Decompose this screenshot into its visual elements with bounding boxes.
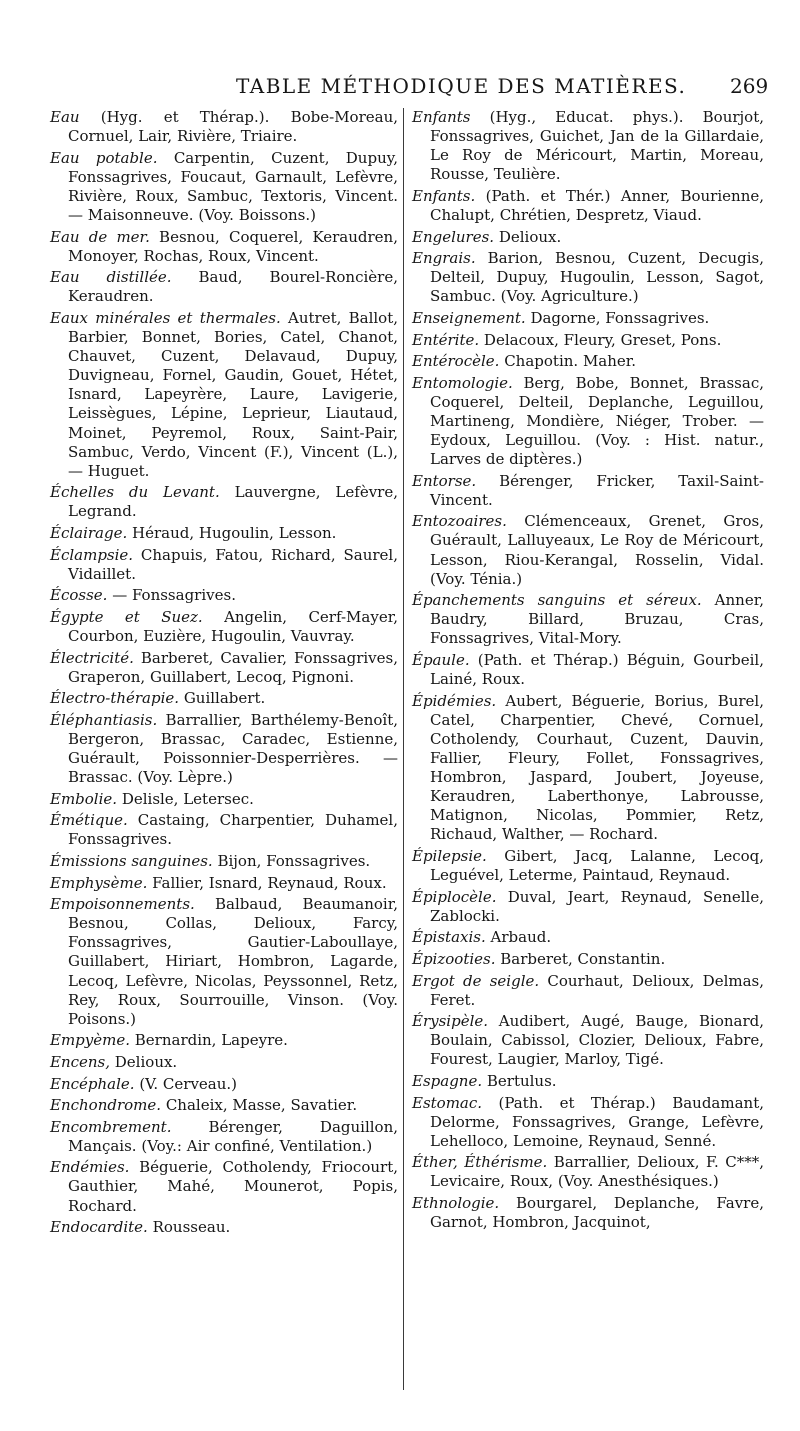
entry-term: Érysipèle. <box>412 1012 489 1031</box>
index-entry <box>412 1012 764 1069</box>
entry-authors: Bourgarel, Deplanche, Favre, Garnot, Hombron, Jacquinot, <box>430 1194 764 1232</box>
entry-authors: Bernardin, Lapeyre. <box>130 1031 288 1050</box>
entry-authors: Castaing, Charpentier, Duhamel, Fonssagrives. <box>68 811 398 849</box>
index-entry <box>50 1096 398 1115</box>
index-entry <box>412 591 764 648</box>
entry-authors: Delioux. <box>110 1052 178 1071</box>
entry-authors: Chaleix, Masse, Savatier. <box>161 1096 358 1115</box>
entry-authors: Courhaut, Delioux, Delmas, Feret. <box>430 971 765 1009</box>
entry-authors: — Fonssagrives. <box>107 586 236 605</box>
index-entry <box>50 546 398 584</box>
index-entry <box>412 352 764 371</box>
index-entry <box>50 228 398 266</box>
entry-term: Émétique. <box>50 811 128 830</box>
entry-term: Endocardite. <box>50 1218 148 1237</box>
index-entry <box>50 689 398 708</box>
entry-authors: Carpentin, Cuzent, Dupuy, Fonssagrives, Foucaut, Garnault, Lefèvre, Rivière, Roux, Sambuc, Textoris, Vincent. — Maisonneuve. (Voy. Boissons.) <box>68 148 398 224</box>
index-entry <box>412 1072 764 1091</box>
index-entry <box>50 1118 398 1156</box>
entry-term: Éther, Éthérisme. <box>412 1153 548 1172</box>
index-entry <box>50 1218 398 1237</box>
entry-term: Électricité. <box>50 648 134 667</box>
index-entry <box>412 1194 764 1232</box>
index-entry <box>50 1075 398 1094</box>
entry-term: Épaule. <box>412 651 470 670</box>
entry-term: Enseignement. <box>412 308 526 327</box>
entry-term: Ergot de seigle. <box>412 971 540 990</box>
entry-term: Estomac. <box>412 1093 483 1112</box>
index-entry <box>412 972 764 1010</box>
index-entry <box>50 852 398 871</box>
entry-term: Épanchements sanguins et séreux. <box>412 591 702 610</box>
entry-authors: (Path. et Thérap.) Baudamant, Delorme, Fonssagrives, Grange, Lefèvre, Lehelloco, Lemoine, Reynaud, Senné. <box>430 1093 764 1150</box>
index-entry <box>50 149 398 225</box>
entry-term: Égypte et Suez. <box>50 607 203 626</box>
entry-term: Enfants. <box>412 186 476 205</box>
entry-authors: Besnou, Coquerel, Keraudren, Monoyer, Rochas, Roux, Vincent. <box>68 227 398 265</box>
entry-term: Espagne. <box>412 1072 483 1090</box>
entry-term: Enchondrome. <box>50 1096 162 1115</box>
index-entry <box>412 228 764 247</box>
entry-authors: Rousseau. <box>147 1218 231 1237</box>
entry-term: Épiplocèle. <box>412 887 497 906</box>
entry-term: Épilepsie. <box>412 846 487 865</box>
entry-term: Épidémies. <box>412 691 497 710</box>
index-entry <box>412 108 764 184</box>
entry-authors: Chapotin. Maher. <box>499 352 637 371</box>
index-entry <box>412 847 764 885</box>
entry-term: Entomologie. <box>412 373 513 392</box>
index-entry <box>412 888 764 926</box>
entry-term: Ethnologie. <box>412 1194 500 1213</box>
entry-term: Encéphale. <box>50 1074 135 1093</box>
entry-authors: Barrallier, Delioux, F. C***, Levicaire, Roux, (Voy. Anesthésiques.) <box>430 1153 764 1191</box>
index-entry <box>412 928 764 947</box>
entry-authors: Bérenger, Daguillon, Mançais. (Voy.: Air confiné, Ventilation.) <box>68 1117 398 1155</box>
entry-term: Électro-thérapie. <box>50 689 180 708</box>
entry-term: Enfants <box>412 108 471 126</box>
index-entry <box>50 108 398 146</box>
entry-term: Empoisonnements. <box>50 895 195 914</box>
entry-authors: Baud, Bourel-Roncière, Keraudren. <box>68 268 398 306</box>
entry-authors: Bertulus. <box>482 1072 557 1090</box>
entry-term: Encens, <box>50 1052 111 1071</box>
entry-term: Entorse. <box>412 471 477 490</box>
index-entry <box>50 608 398 646</box>
entry-authors: Dagorne, Fonssagrives. <box>525 308 710 327</box>
entry-term: Emphysème. <box>50 873 148 892</box>
left-column <box>50 108 398 1408</box>
entry-authors: Guillabert. <box>179 689 266 708</box>
entry-term: Engelures. <box>412 227 495 246</box>
entry-term: Entérocèle. <box>412 352 500 371</box>
entry-authors: Lauvergne, Lefèvre, Legrand. <box>68 483 398 521</box>
index-entry <box>50 711 398 787</box>
index-entry <box>50 790 398 809</box>
index-entry <box>412 692 764 845</box>
entry-term: Eau distillée. <box>50 268 172 287</box>
entry-authors: Balbaud, Beaumanoir, Besnou, Collas, Delioux, Farcy, Fonssagrives, Gautier-Laboullaye, Guillabert, Hiriart, Hombron, Lagarde, Lecoq, Lefèvre, Nicolas, Peyssonnel, Retz, Rey, Roux, Sourrouille, Vinson. (Voy. Poisons.) <box>68 895 398 1028</box>
index-entry <box>50 524 398 543</box>
index-entry <box>50 483 398 521</box>
entry-term: Encombrement. <box>50 1117 172 1136</box>
entry-authors: Audibert, Augé, Bauge, Bionard, Boulain, Cabissol, Clozier, Delioux, Fabre, Fourest, Laugier, Marloy, Tigé. <box>430 1012 764 1069</box>
entry-term: Eau de mer. <box>50 227 150 246</box>
index-entry <box>412 187 764 225</box>
entry-term: Empyème. <box>50 1031 130 1050</box>
entry-term: Eau potable. <box>50 148 158 167</box>
index-entry <box>50 268 398 306</box>
page-header <box>0 70 800 110</box>
entry-term: Embolie. <box>50 789 118 808</box>
index-entry <box>412 472 764 510</box>
index-entry <box>50 649 398 687</box>
index-entry <box>412 651 764 689</box>
index-entry <box>412 1153 764 1191</box>
entry-authors: Héraud, Hugoulin, Lesson. <box>127 523 337 542</box>
entry-authors: Duval, Jeart, Reynaud, Senelle, Zablocki. <box>430 887 764 925</box>
entry-term: Entérite. <box>412 330 480 349</box>
entry-term: Épizooties. <box>412 949 496 968</box>
index-entry <box>50 1053 398 1072</box>
entry-term: Eau <box>50 108 80 126</box>
entry-authors: (Path. et Thér.) Anner, Bourienne, Chalupt, Chrétien, Despretz, Viaud. <box>430 186 764 224</box>
entry-authors: Fallier, Isnard, Reynaud, Roux. <box>147 873 387 892</box>
entry-term: Épistaxis. <box>412 928 486 947</box>
index-entry <box>412 249 764 306</box>
entry-term: Écosse. <box>50 586 108 605</box>
index-entry <box>50 895 398 1029</box>
entry-authors: (Hyg., Educat. phys.). Bourjot, Fonssagrives, Guichet, Jan de la Gillardaie, Le Roy de Méricourt, Martin, Moreau, Rousse, Teulière. <box>430 108 764 184</box>
index-entry <box>412 1094 764 1151</box>
entry-term: Émissions sanguines. <box>50 851 213 870</box>
entry-authors: Barion, Besnou, Cuzent, Decugis, Delteil, Dupuy, Hugoulin, Lesson, Sagot, Sambuc. (Voy. Agriculture.) <box>430 249 764 306</box>
column-divider <box>403 108 404 1390</box>
index-entry <box>50 1031 398 1050</box>
entry-authors: (V. Cerveau.) <box>134 1074 238 1093</box>
entry-authors: (Hyg. et Thérap.). Bobe-Moreau, Cornuel, Lair, Rivière, Triaire. <box>68 108 398 146</box>
index-entry <box>50 874 398 893</box>
entry-authors: Arbaud. <box>485 928 552 947</box>
entry-authors: Delioux. <box>494 227 562 246</box>
entry-term: Éclampsie. <box>50 545 134 564</box>
entry-term: Eaux minérales et thermales. <box>50 308 281 327</box>
entry-authors: Bijon, Fonssagrives. <box>212 851 371 870</box>
entry-authors: Delacoux, Fleury, Greset, Pons. <box>479 330 722 349</box>
index-entry <box>412 950 764 969</box>
index-entry <box>50 811 398 849</box>
entry-authors: Bérenger, Fricker, Taxil-Saint-Vincent. <box>430 471 764 509</box>
entry-term: Endémies. <box>50 1158 130 1177</box>
index-entry <box>412 374 764 469</box>
entry-authors: Angelin, Cerf-Mayer, Courbon, Euzière, Hugoulin, Vauvray. <box>68 607 398 645</box>
entry-authors: Aubert, Béguerie, Borius, Burel, Catel, Charpentier, Chevé, Cornuel, Cotholendy, Courhaut, Cuzent, Dauvin, Fallier, Fleury, Follet, Fonssagrives, Hombron, Jaspard, Joubert, Joyeuse, Keraudren, Laberthonye, Labrousse, Matignon, Nicolas, Pommier, Retz, Richaud, Walther, — Rochard. <box>430 691 764 844</box>
entry-term: Engrais. <box>412 249 476 268</box>
index-entry <box>50 1158 398 1215</box>
entry-authors: Berg, Bobe, Bonnet, Brassac, Coquerel, Delteil, Deplanche, Leguillou, Martineng, Mondière, Niéger, Trober. — Eydoux, Leguillou. (Voy. : Hist. natur., Larves de diptères.) <box>430 373 764 469</box>
entry-authors: Clémenceaux, Grenet, Gros, Guérault, Lalluyeaux, Le Roy de Méricourt, Lesson, Riou-Kerangal, Rosselin, Vidal. (Voy. Ténia.) <box>430 512 764 588</box>
entry-term: Éléphantiasis. <box>50 710 158 729</box>
entry-term: Échelles du Levant. <box>50 483 220 502</box>
entry-authors: Gibert, Jacq, Lalanne, Lecoq, Leguével, Leterme, Paintaud, Reynaud. <box>430 846 764 885</box>
page-number: 269 <box>730 74 769 98</box>
entry-authors: Barrallier, Barthélemy-Benoît, Bergeron, Brassac, Caradec, Estienne, Guérault, Poissonnier-Desperrières. — Brassac. (Voy. Lèpre.) <box>68 710 398 787</box>
entry-authors: Béguerie, Cotholendy, Friocourt, Gauthier, Mahé, Mounerot, Popis, Rochard. <box>68 1158 398 1215</box>
right-column <box>412 108 764 1408</box>
entry-authors: Barberet, Constantin. <box>495 949 666 968</box>
entry-term: Entozoaires. <box>412 512 507 531</box>
running-title: TABLE MÉTHODIQUE DES MATIÈRES. <box>236 74 687 98</box>
entry-authors: Barberet, Cavalier, Fonssagrives, Graperon, Guillabert, Lecoq, Pignoni. <box>68 648 398 686</box>
entry-authors: Anner, Baudry, Billard, Bruzau, Cras, Fonssagrives, Vital-Mory. <box>430 591 764 648</box>
entry-authors: Delisle, Letersec. <box>117 789 254 808</box>
index-entry <box>50 586 398 605</box>
index-entry <box>50 309 398 481</box>
entry-authors: (Path. et Thérap.) Béguin, Gourbeil, Lainé, Roux. <box>430 651 764 689</box>
index-entry <box>412 512 764 588</box>
entry-authors: Autret, Ballot, Barbier, Bonnet, Bories, Catel, Chanot, Chauvet, Cuzent, Delavaud, Dupuy, Duvigneau, Fornel, Gaudin, Gouet, Hétet, Isnard, Lapeyrère, Laure, Lavigerie, Leissègues, Lépine, Leprieur, Liautaud, Moinet, Peyremol, Roux, Saint-Pair, Sambuc, Verdo, Vincent (F.), Vincent (L.), — Huguet. <box>68 308 398 480</box>
index-entry <box>412 309 764 328</box>
index-entry <box>412 331 764 350</box>
entry-term: Éclairage. <box>50 523 128 542</box>
entry-authors: Chapuis, Fatou, Richard, Saurel, Vidaillet. <box>68 545 398 583</box>
